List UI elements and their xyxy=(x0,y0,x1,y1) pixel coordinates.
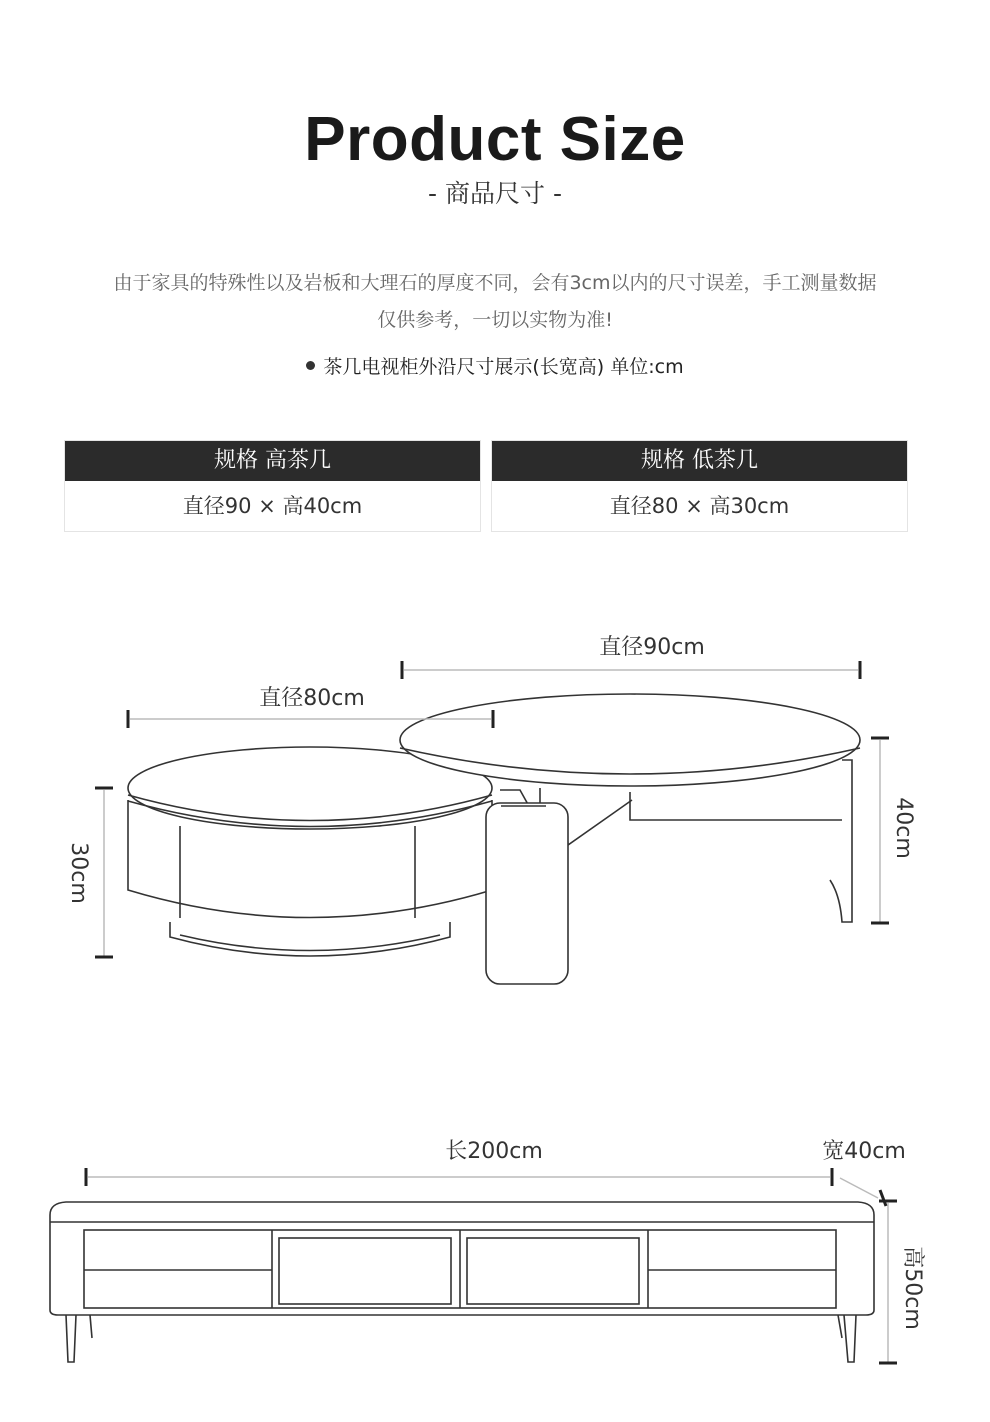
low-table-diameter-label: 直径80cm xyxy=(259,686,365,711)
tv-stand-drawing xyxy=(50,1202,874,1362)
high-coffee-table-drawing xyxy=(400,694,860,984)
dimension-note-text: 茶几电视柜外沿尺寸展示(长宽高) 单位:cm xyxy=(323,356,684,378)
spec-value: 直径90 × 高40cm xyxy=(182,494,363,518)
low-coffee-table-drawing xyxy=(128,747,492,956)
spec-header: 规格 低茶几 xyxy=(492,441,907,481)
high-table-height-label: 40cm xyxy=(891,797,916,859)
tv-height-label: 高50cm xyxy=(900,1246,925,1330)
page-subtitle: - 商品尺寸 - xyxy=(428,179,562,208)
spec-value: 直径80 × 高30cm xyxy=(609,494,790,518)
high-table-diameter-label: 直径90cm xyxy=(599,635,705,660)
tv-length-label: 长200cm xyxy=(445,1139,543,1164)
tv-width-label: 宽40cm xyxy=(822,1139,906,1164)
spec-header: 规格 高茶几 xyxy=(65,441,480,481)
disclaimer-line-2: 仅供参考，一切以实物为准! xyxy=(377,309,613,331)
page-title: Product Size xyxy=(304,105,686,174)
disclaimer-line-1: 由于家具的特殊性以及岩板和大理石的厚度不同，会有3cm以内的尺寸误差，手工测量数据 xyxy=(113,272,877,294)
low-table-height-label: 30cm xyxy=(66,842,91,904)
